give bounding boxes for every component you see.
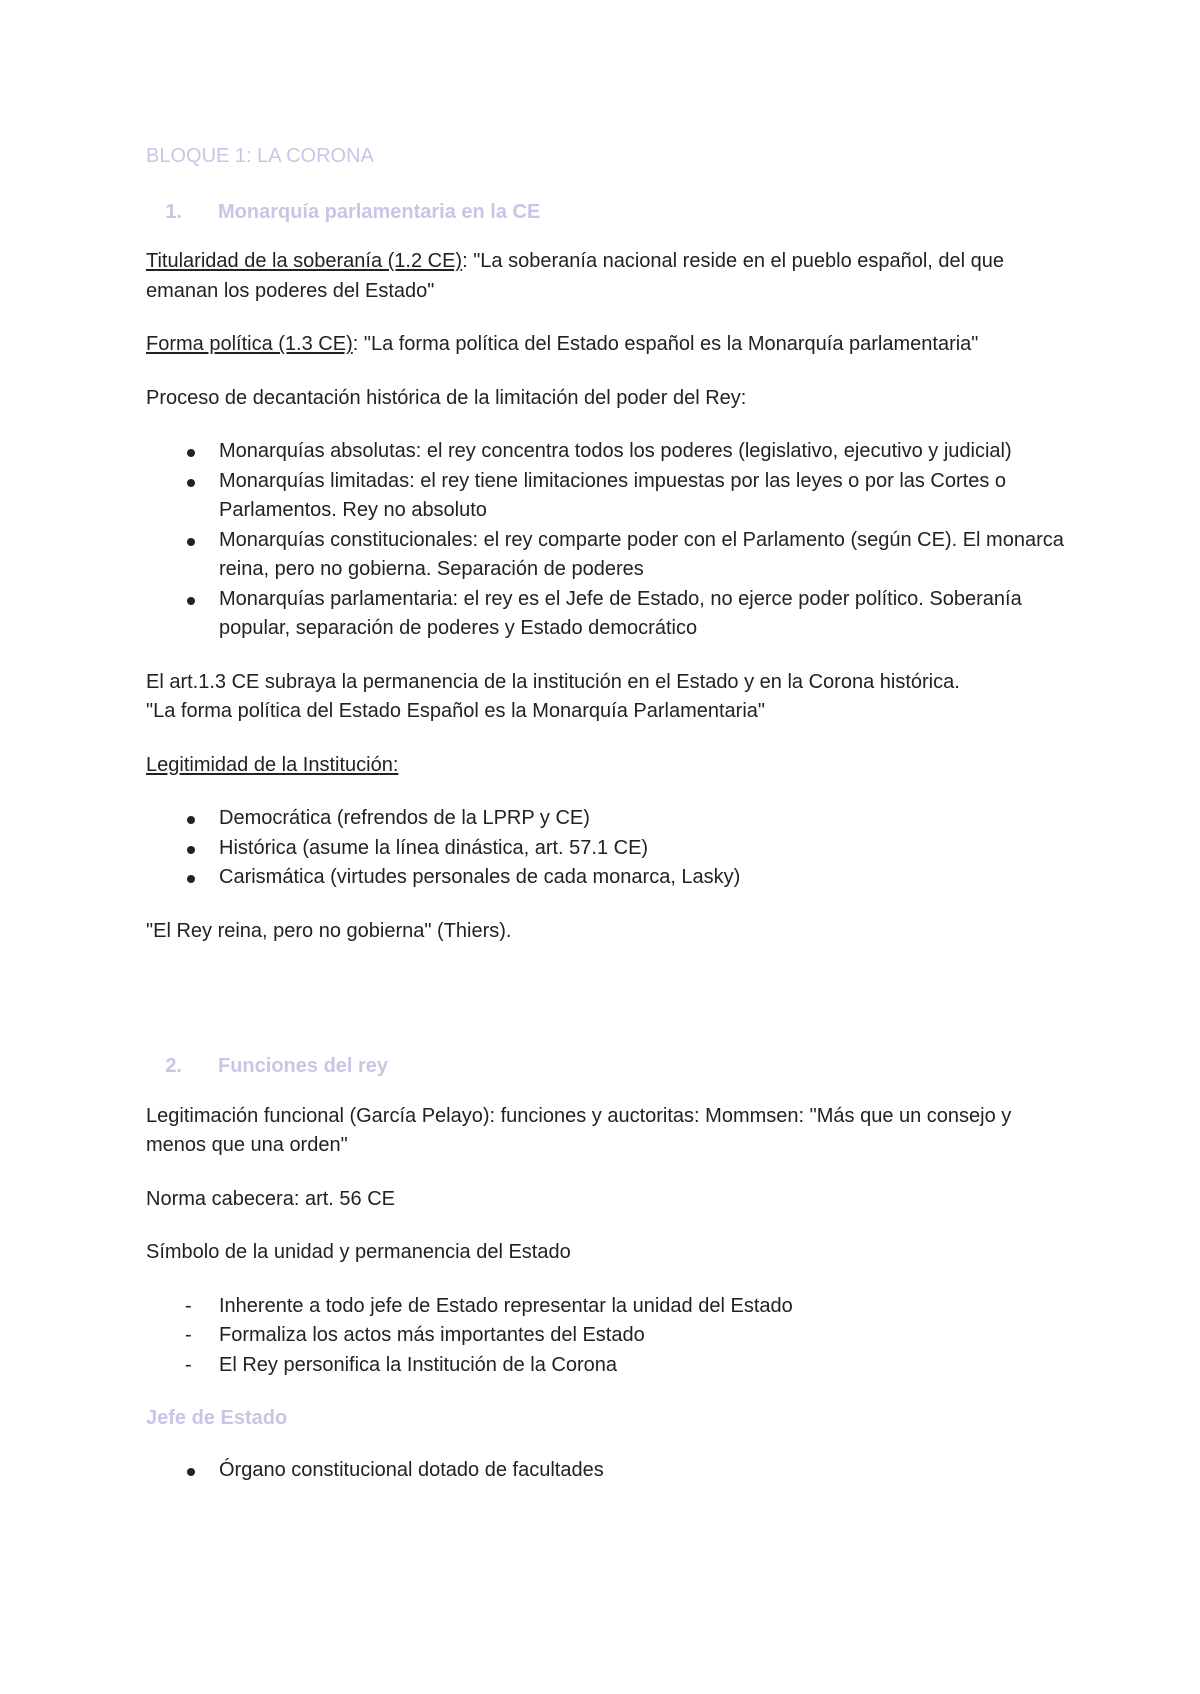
jefe-estado-list [146, 1456, 1066, 1486]
section-2-title: Funciones del rey [218, 1055, 389, 1077]
legitimidad-list [146, 804, 1066, 893]
list-item: Democrática (refrendos de la LPRP y CE) [146, 804, 1066, 834]
section-1-heading [146, 198, 1066, 228]
list-item: Órgano constitucional dotado de facultades [146, 1456, 1066, 1486]
paragraph-norma: Norma cabecera: art. 56 CE [146, 1187, 395, 1210]
list-item: Monarquías absolutas: el rey concentra todos los poderes (legislativo, ejecutivo y judicial) [146, 437, 1066, 467]
section-2-heading [146, 1052, 1066, 1082]
list-item: - Inherente a todo jefe de Estado representar la unidad del Estado [146, 1292, 1066, 1322]
paragraph-forma-politica [146, 330, 1066, 360]
art13-line-1: El art.1.3 CE subraya la permanencia de la institución en el Estado y en la Corona histórica. [146, 670, 960, 693]
art13-line-2: "La forma política del Estado Español es la Monarquía Parlamentaria" [146, 700, 765, 722]
legitimidad-label [146, 751, 1066, 781]
spacer [146, 970, 1066, 1052]
monarquias-list [146, 437, 1066, 644]
paragraph-legitimacion: Legitimación funcional (García Pelayo): funciones y auctoritas: Mommsen: "Más que un consejo y menos que una orden" [146, 1104, 1012, 1156]
list-item: Monarquías limitadas: el rey tiene limitaciones impuestas por las leyes o por las Cortes o Parlamentos. Rey no absoluto [146, 467, 1066, 526]
titularidad-text: : "La soberanía nacional reside en el pueblo español, del que emanan los poderes del Estado" [146, 250, 1005, 302]
list-item: Monarquías constitucionales: el rey comparte poder con el Parlamento (según CE). El monarca reina, pero no gobierna. Separación de poderes [146, 526, 1066, 585]
paragraph-art13 [146, 668, 1066, 727]
paragraph-titularidad [146, 247, 1066, 306]
paragraph-thiers: "El Rey reina, pero no gobierna" (Thiers). [146, 919, 512, 942]
legitimidad-label-text: Legitimidad de la Institución: [146, 753, 399, 776]
list-item: Histórica (asume la línea dinástica, art. 57.1 CE) [146, 834, 1066, 864]
document-content [146, 142, 1066, 1509]
jefe-estado-heading: Jefe de Estado [146, 1407, 288, 1429]
section-1-number: 1. [165, 200, 182, 223]
simbolo-list [146, 1292, 1066, 1381]
forma-label: Forma política (1.3 CE) [146, 333, 353, 355]
forma-text: : "La forma política del Estado español es la Monarquía parlamentaria" [352, 333, 979, 355]
list-item: - Formaliza los actos más importantes del Estado [146, 1321, 1066, 1351]
list-item: Carismática (virtudes personales de cada monarca, Lasky) [146, 863, 1066, 893]
list-item: Monarquías parlamentaria: el rey es el Jefe de Estado, no ejerce poder político. Soberanía popular, separación de poderes y Estado democrático [146, 585, 1066, 644]
paragraph-simbolo: Símbolo de la unidad y permanencia del Estado [146, 1241, 571, 1263]
paragraph-proceso: Proceso de decantación histórica de la limitación del poder del Rey: [146, 386, 747, 409]
list-item: - El Rey personifica la Institución de la Corona [146, 1351, 1066, 1381]
section-1-title: Monarquía parlamentaria en la CE [218, 200, 541, 223]
titularidad-label: Titularidad de la soberanía (1.2 CE) [146, 250, 463, 272]
block-title: BLOQUE 1: LA CORONA [146, 145, 374, 167]
section-2-number: 2. [165, 1055, 182, 1077]
